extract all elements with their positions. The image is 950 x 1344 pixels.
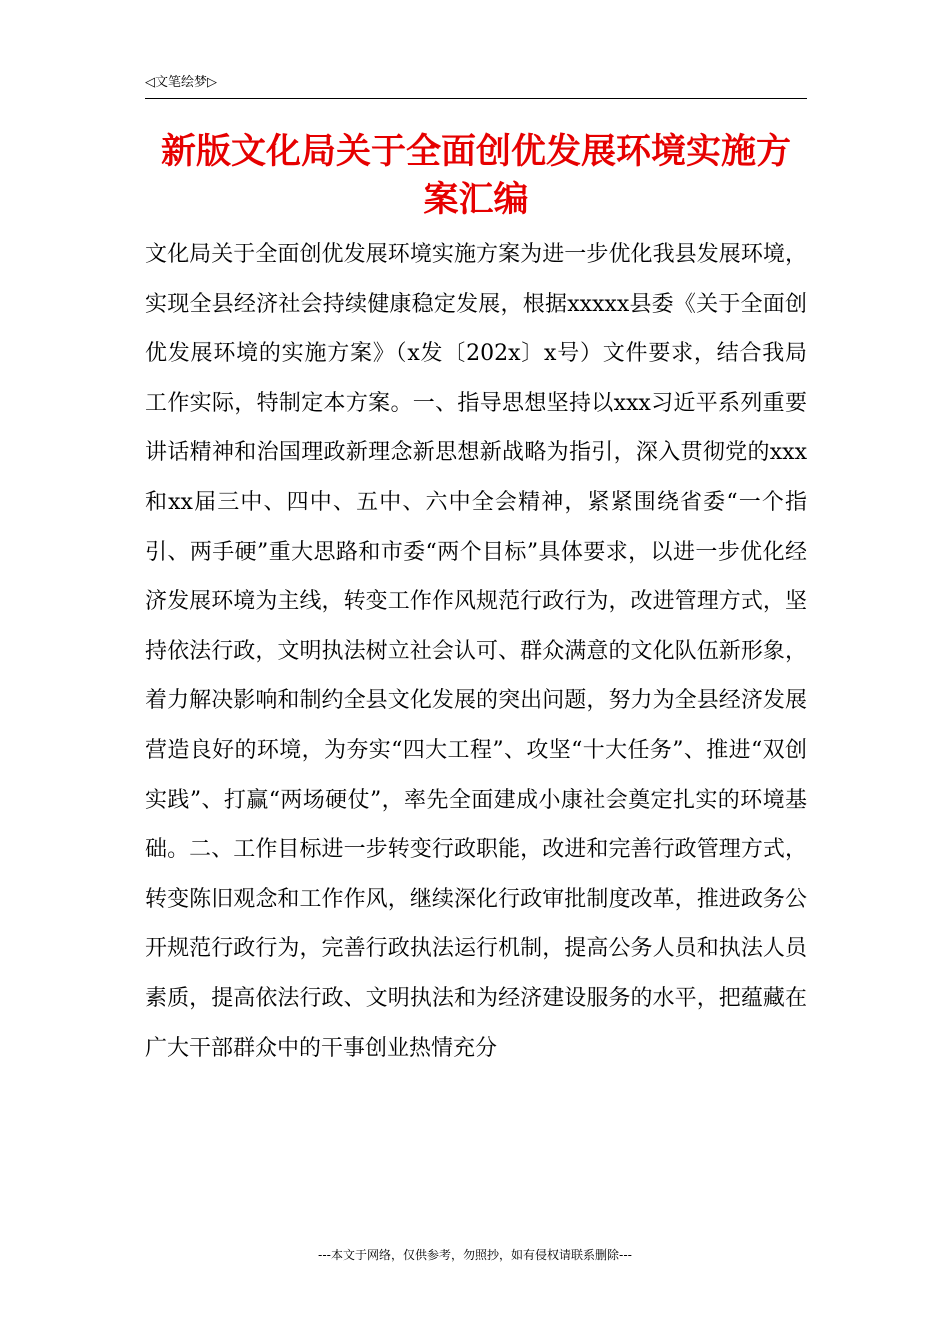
body-paragraph: 文化局关于全面创优发展环境实施方案为进一步优化我县发展环境，实现全县经济社会持续健康稳定发展，根据xxxxx县委《关于全面创优发展环境的实施方案》（x发〔202x〕x号）文件要求，结合我局工作实际，特制定本方案。一、指导思想坚持以xxx习近平系列重要讲话精神和治国理政新理念新思想新战略为指引，深入贯彻党的xxx和xx届三中、四中、五中、六中全会精神，紧紧围绕省委“一个指引、两手硬”重大思路和市委“两个目标”具体要求，以进一步优化经济发展环境为主线，转变工作作风规范行政行为，改进管理方式，坚持依法行政，文明执法树立社会认可、群众满意的文化队伍新形象，着力解决影响和制约全县文化发展的突出问题，努力为全县经济发展营造良好的环境，为夯实“四大工程”、攻坚“十大任务”、推进“双创实践”、打赢“两场硬仗”，率先全面建成小康社会奠定扎实的环境基础。二、工作目标进一步转变行政职能，改进和完善行政管理方式，转变陈旧观念和工作作风，继续深化行政审批制度改革，推进政务公开规范行政行为，完善行政执法运行机制，提高公务人员和执法人员素质，提高依法行政、文明执法和为经济建设服务的水平，把蕴藏在广大干部群众中的干事创业热情充分 xyxy=(145,242,807,1061)
document-title: 新版文化局关于全面创优发展环境实施方案汇编 xyxy=(160,131,791,220)
header-label: ◁文笔绘梦▷ xyxy=(145,75,217,90)
document-body xyxy=(145,230,807,1073)
page-header xyxy=(145,72,807,99)
footer-disclaimer: ---本文于网络，仅供参考，勿照抄，如有侵权请联系删除--- xyxy=(318,1248,632,1262)
